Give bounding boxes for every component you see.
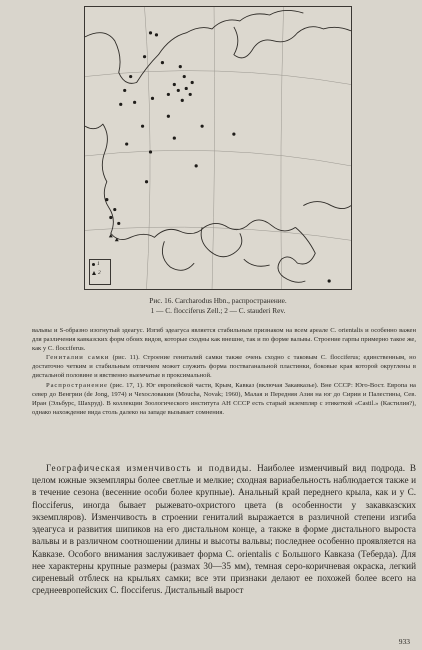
distribution-heading: Распространение [46, 381, 108, 389]
paragraph-variability [32, 462, 416, 597]
paragraph-distribution [32, 381, 416, 417]
map-coastline [85, 10, 351, 282]
map-drawing [85, 7, 351, 289]
map-points-flocciferus [105, 31, 331, 282]
distribution-map [84, 6, 352, 290]
map-legend [89, 259, 111, 285]
paragraph-female-genitalia [32, 353, 416, 380]
variability-heading: Географическая изменчивость и подвиды. [46, 463, 253, 473]
distribution-body: (рис. 17, 1). Юг европейской части, Крым, Кавказ (включая Закавказье). Вне СССР: Юго-Вост. Европа на север до Венгрии (de Jong, 1974) и Чехословакии (Moucha, Novak; 1960), Малая и Передняя Азия на юг до Сирии и Палестины, Сев. Иран (Эльбурс, Шахруд). В коллекции Зоологического института АН СССР есть старый экземпляр с этикеткой «Castil.» (Кастилия?), однако нахождение вида столь далеко на западе вызывает сомнения. [32, 381, 416, 416]
paragraph-aedeagus: вальвы и S-образно изогнутый эдеагус. Изгиб эдеагуса является стабильным признаком на всем ареале C. orientalis и особенно важен для различения кавказских форм обоих видов, которые сходны как внешне, так и по форме вальвы. Строение гарпы примерно такое же, как у C. flocciferus. [32, 327, 416, 353]
female-genitalia-body: (рис. 11). Строение гениталий самки также очень сходно с таковым C. flocciferus; единственным, но достаточно четким и стабильным отличием может служить форма постваганальной пластинки, боковые края которой округлены в дистальной половине и явственно выемчатые в проксимальной. [32, 354, 416, 380]
dot-marker-icon [92, 263, 95, 266]
map-graticule [85, 7, 351, 289]
legend-item-2: 2 [92, 271, 108, 277]
caption-line-1: Рис. 16. Carcharodus Hbn., распространение. [149, 296, 287, 305]
figure-caption [84, 296, 352, 316]
variability-body: Наиболее изменчивый вид подрода. В целом южные экземпляры более светлые и мелкие; сходная вариабельность наблюдается также и в течение сезона (весенние особи более крупные). Анальный край переднего крыла, как и у C. flocciferus, иногда бывает рыжевато-охристого цвета (в особенности у закавказских экземпляров). Изменчивость в строении гениталий выражается в различной степени изгиба эдеагуса и развития шипиков на его дистальном конце, а также в форме дистального выроста вальвы и в различном соотношении длины и высоты вальвы; последнее особенно проявляется на Кавказе. Особого внимания заслуживает форма C. orientalis с Большого Кавказа (Теберда). Для нее характерны крупные размеры (размах 30—35 мм), темная серо-коричневая окраска, легкий сиреневый отблеск на крыльях самки; все эти признаки делают ее похожей более всего на среднеевропейских C. flocciferus. Дистальный вырост [32, 463, 417, 596]
map-points-stauderi [109, 234, 119, 241]
legend-item-1: 1 [92, 262, 108, 268]
description-block [32, 326, 416, 417]
triangle-marker-icon [92, 271, 96, 275]
female-genitalia-heading: Гениталии самки [46, 354, 110, 362]
caption-line-2: 1 — C. flocciferus Zell.; 2 — C. stauderi Rev. [150, 305, 286, 315]
variability-block [32, 462, 416, 597]
page-number: 933 [398, 637, 410, 646]
